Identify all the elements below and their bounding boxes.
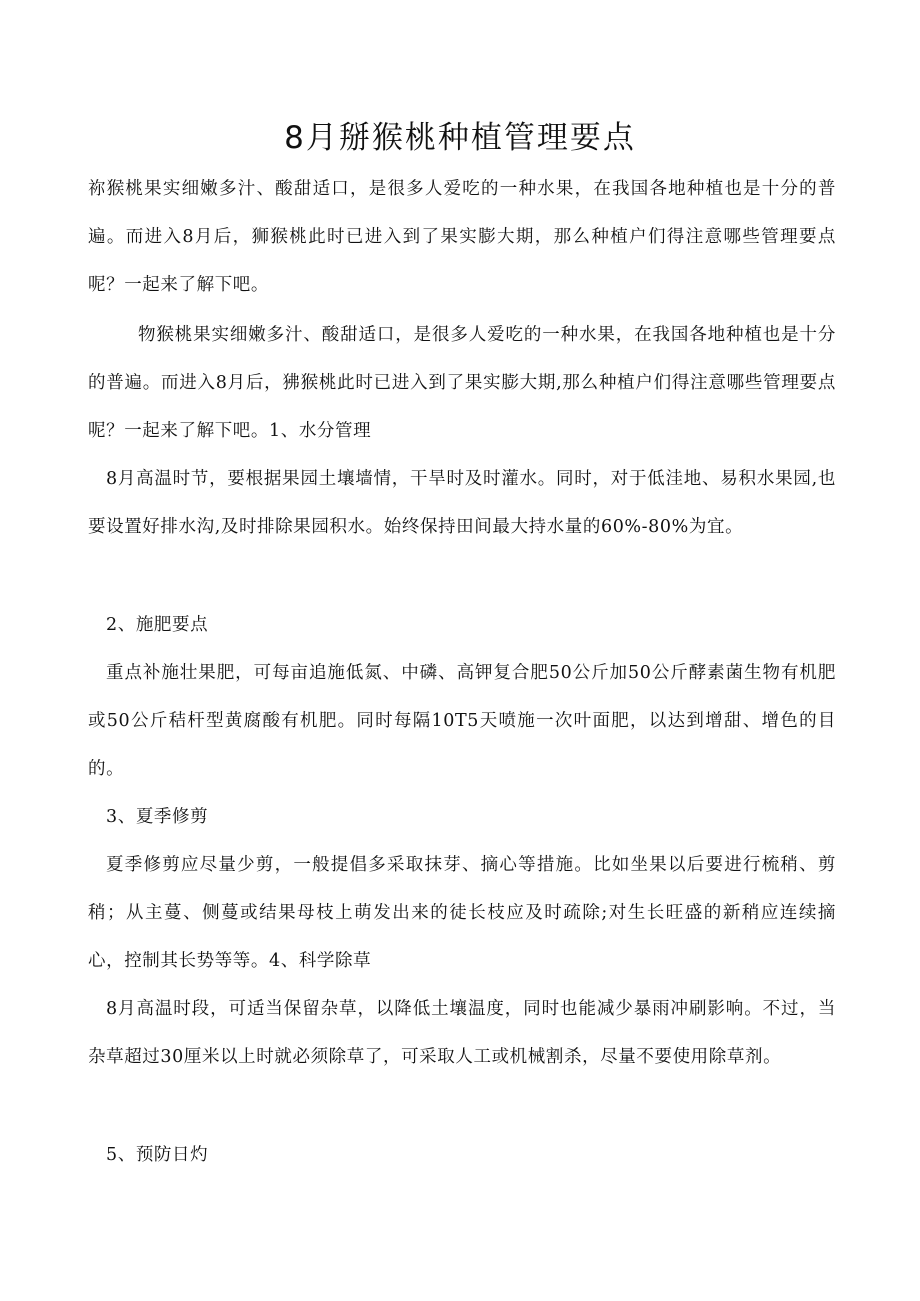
- paragraph-intro-repeat: 物猴桃果实细嫩多汁、酸甜适口，是很多人爱吃的一种水果，在我国各地种植也是十分的普遍。而进入8月后，狒猴桃此时已进入到了果实膨大期,那么种植户们得注意哪些管理要点呢？一起来了解下吧。1、水分管理: [88, 325, 836, 441]
- paragraph-summer-pruning: 夏季修剪应尽量少剪，一般提倡多采取抹芽、摘心等措施。比如坐果以后要进行梳稍、剪稍；从主蔓、侧蔓或结果母枝上萌发出来的徒长枝应及时疏除;对生长旺盛的新稍应连续摘心，控制其长势等等。4、科学除草: [88, 855, 836, 971]
- paragraph-fertilization: 重点补施壮果肥，可每亩追施低氮、中磷、高钾复合肥50公斤加50公斤酵素菌生物有机肥或50公斤秸杆型黄腐酸有机肥。同时每隔10T5天喷施一次叶面肥，以达到增甜、增色的目的。: [88, 663, 836, 779]
- heading-summer-pruning: 3、夏季修剪: [106, 807, 209, 827]
- heading-fertilization: 2、施肥要点: [106, 615, 209, 635]
- heading-sunburn-prevention: 5、预防日灼: [106, 1145, 209, 1165]
- document-title: 8月掰猴桃种植管理要点: [284, 120, 636, 156]
- paragraph-water-management: 8月高温时节，要根据果园土壤墙情，干旱时及时灌水。同时，对于低洼地、易积水果园,也要设置好排水沟,及时排除果园积水。始终保持田间最大持水量的60%-80%为宜。: [88, 469, 836, 537]
- paragraph-weeding: 8月高温时段，可适当保留杂草，以降低土壤温度，同时也能减少暴雨冲刷影响。不过，当杂草超过30厘米以上时就必须除草了，可采取人工或机械割杀，尽量不要使用除草剂。: [88, 999, 836, 1067]
- paragraph-intro: 祢猴桃果实细嫩多汁、酸甜适口，是很多人爱吃的一种水果，在我国各地种植也是十分的普遍。而进入8月后，狮猴桃此时已进入到了果实膨大期，那么种植户们得注意哪些管理要点呢？一起来了解下吧。: [88, 179, 836, 295]
